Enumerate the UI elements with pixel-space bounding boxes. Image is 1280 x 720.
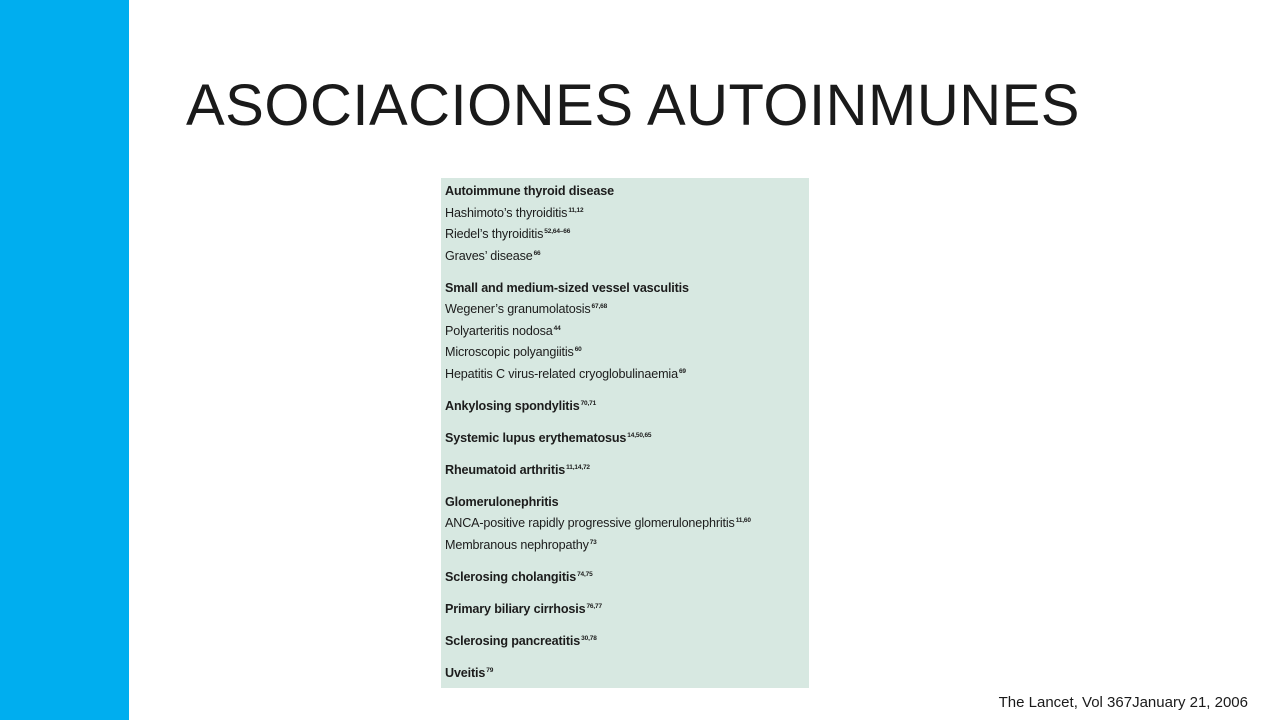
- reference-superscript: 79: [486, 666, 494, 674]
- condition-name: ANCA-positive rapidly progressive glomerulonephritis: [445, 516, 735, 530]
- table-group: [445, 460, 809, 482]
- condition-name: Autoimmune thyroid disease: [445, 184, 614, 198]
- table-heading-row: [445, 567, 809, 589]
- table-heading-row: [445, 663, 809, 685]
- reference-superscript: 66: [533, 249, 541, 257]
- reference-superscript: 76,77: [586, 602, 602, 610]
- reference-superscript: 52,64–66: [544, 228, 571, 235]
- condition-name: Membranous nephropathy: [445, 537, 589, 552]
- table-group: [445, 663, 809, 685]
- condition-name: Sclerosing cholangitis: [445, 569, 577, 584]
- condition-name: Systemic lupus erythematosus: [445, 430, 627, 445]
- associations-table: [441, 178, 809, 688]
- table-heading-row: [445, 181, 809, 203]
- condition-name: Glomerulonephritis: [445, 494, 559, 509]
- condition-name: Microscopic polyangiitis: [445, 345, 574, 359]
- table-row: [445, 342, 809, 364]
- table-row: [445, 246, 809, 268]
- reference-superscript: 14,50,65: [627, 431, 652, 439]
- table-group: [445, 396, 809, 418]
- reference-superscript: 11,12: [568, 206, 584, 214]
- reference-superscript: 11,14,72: [566, 463, 590, 471]
- reference-superscript: 70,71: [580, 399, 597, 407]
- source-citation: The Lancet, Vol 367January 21, 2006: [998, 694, 1248, 711]
- table-group: [445, 428, 809, 450]
- table-row: [445, 299, 809, 321]
- condition-name: Small and medium-sized vessel vasculitis: [445, 280, 689, 295]
- table-row: [445, 535, 809, 557]
- table-group: [445, 567, 809, 589]
- table-row: [445, 224, 809, 246]
- table-heading-row: [445, 492, 809, 514]
- condition-name: Riedel’s thyroiditis: [445, 227, 544, 241]
- condition-name: Primary biliary cirrhosis: [445, 601, 586, 616]
- condition-name: Hashimoto’s thyroiditis: [445, 205, 568, 220]
- reference-superscript: 74,75: [577, 570, 593, 578]
- reference-superscript: 11,60: [735, 517, 751, 524]
- reference-superscript: 67,68: [591, 303, 608, 310]
- table-group: [445, 631, 809, 653]
- condition-name: Graves’ disease: [445, 248, 533, 263]
- slide-title: ASOCIACIONES AUTOINMUNES: [186, 73, 1080, 138]
- table-heading-row: [445, 599, 809, 621]
- table-row: [445, 513, 809, 535]
- table-group: [445, 492, 809, 557]
- table-heading-row: [445, 428, 809, 450]
- condition-name: Polyarteritis nodosa: [445, 323, 553, 338]
- table-group: [445, 278, 809, 386]
- table-heading-row: [445, 278, 809, 300]
- table-row: [445, 321, 809, 343]
- reference-superscript: 69: [678, 367, 686, 375]
- accent-bar: [0, 0, 129, 720]
- table-group: [445, 181, 809, 267]
- table-group: [445, 599, 809, 621]
- condition-name: Wegener’s granumolatosis: [445, 302, 591, 316]
- condition-name: Hepatitis C virus-related cryoglobulinaemia: [445, 366, 678, 381]
- table-row: [445, 203, 809, 225]
- condition-name: Rheumatoid arthritis: [445, 462, 566, 477]
- reference-superscript: 73: [589, 538, 597, 546]
- table-row: [445, 364, 809, 386]
- table-heading-row: [445, 460, 809, 482]
- condition-name: Ankylosing spondylitis: [445, 398, 580, 413]
- condition-name: Sclerosing pancreatitis: [445, 633, 581, 648]
- table-heading-row: [445, 396, 809, 418]
- condition-name: Uveitis: [445, 665, 486, 680]
- table-heading-row: [445, 631, 809, 653]
- reference-superscript: 44: [553, 324, 561, 332]
- reference-superscript: 30,78: [581, 634, 597, 642]
- reference-superscript: 60: [574, 346, 582, 353]
